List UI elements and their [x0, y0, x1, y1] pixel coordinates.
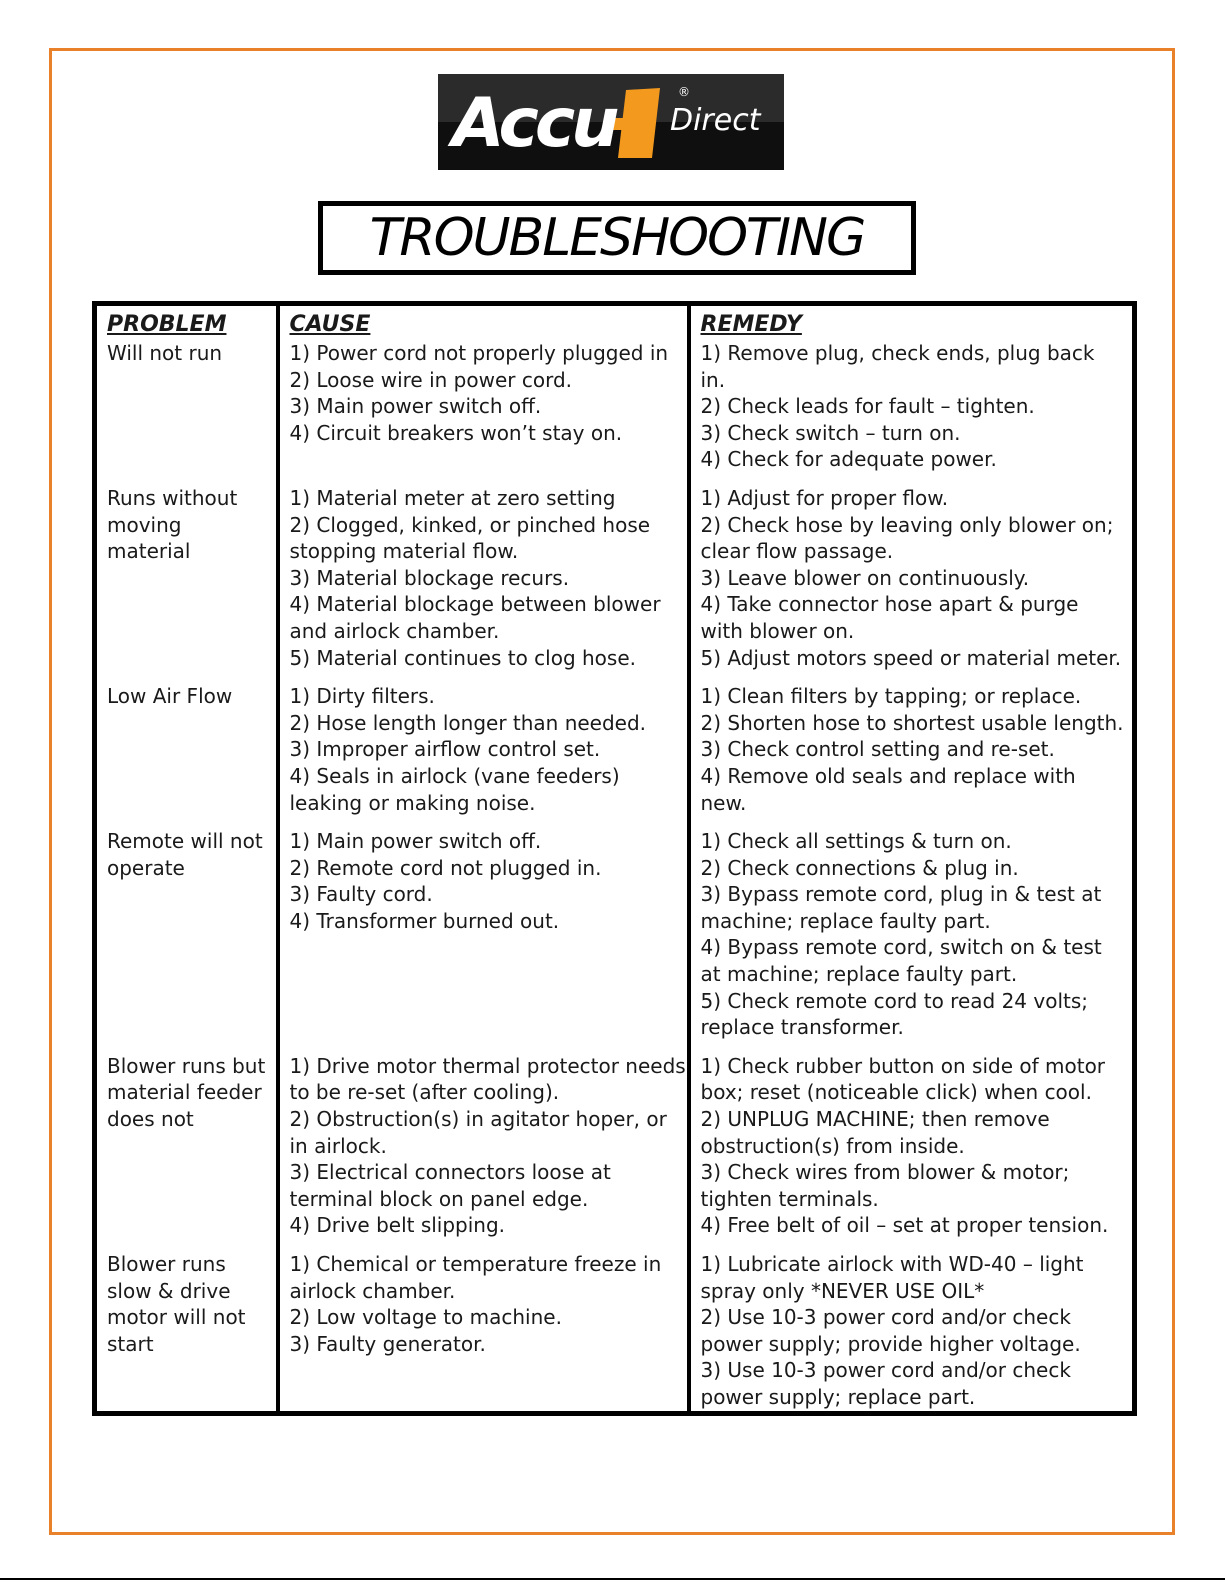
- cause-line: 2) Loose wire in power cord.: [289, 367, 573, 392]
- cause-line: 3) Faulty generator.: [289, 1331, 486, 1356]
- logo-secondary-text: Direct: [670, 103, 761, 138]
- remedy-line: 5) Check remote cord to read 24 volts;: [700, 988, 1088, 1013]
- cause-line: 3) Faulty cord.: [289, 882, 433, 907]
- title-box: [318, 201, 916, 275]
- problem-text: Runs without moving material: [107, 485, 238, 564]
- remedy-line: machine; replace faulty part.: [700, 908, 991, 933]
- problem-text: Remote will not operate: [107, 829, 263, 880]
- cause-line: leaking or making noise.: [289, 790, 536, 815]
- cause-cell: [278, 473, 689, 671]
- cause-line: 1) Material meter at zero setting: [289, 485, 616, 510]
- table-header-row: [95, 304, 1135, 473]
- remedy-line: spray only *NEVER USE OIL*: [700, 1278, 985, 1303]
- problem-text: Blower runs slow & drive motor will not start: [107, 1252, 246, 1356]
- problem-cell: [95, 473, 278, 671]
- remedy-line: 2) Use 10-3 power cord and/or check: [700, 1305, 1071, 1330]
- remedy-line: 3) Check switch – turn on.: [700, 420, 961, 445]
- remedy-line: clear flow passage.: [700, 539, 894, 564]
- remedy-line: in.: [700, 367, 726, 392]
- cause-cell: [278, 1041, 689, 1239]
- header-cell-remedy: [689, 304, 1135, 473]
- problem-cell: [95, 1041, 278, 1239]
- table-row: [95, 1041, 1135, 1239]
- table-row: [95, 816, 1135, 1041]
- cause-cell: [278, 671, 689, 816]
- logo-graphic: [438, 74, 784, 170]
- table-row: [95, 1239, 1135, 1413]
- cause-line: 3) Main power switch off.: [289, 394, 542, 419]
- table-row: [95, 473, 1135, 671]
- remedy-line: 2) UNPLUG MACHINE; then remove: [700, 1107, 1050, 1132]
- cause-cell: [278, 816, 689, 1041]
- header-cell-problem: [95, 304, 278, 473]
- remedy-line: 2) Check connections & plug in.: [700, 855, 1019, 880]
- cause-line: 4) Circuit breakers won’t stay on.: [289, 420, 623, 445]
- problem-cell: [95, 1239, 278, 1413]
- header-remedy: REMEDY: [700, 312, 802, 337]
- problem-text: Low Air Flow: [107, 684, 233, 709]
- problem-text: Blower runs but material feeder does not: [107, 1053, 266, 1132]
- remedy-line: 1) Remove plug, check ends, plug back: [700, 341, 1095, 365]
- remedy-line: 2) Check leads for fault – tighten.: [700, 394, 1035, 419]
- cause-line: 1) Chemical or temperature freeze in: [289, 1252, 662, 1276]
- remedy-cell: [689, 816, 1135, 1041]
- cause-line: 2) Clogged, kinked, or pinched hose: [289, 512, 651, 537]
- cause-line: 3) Electrical connectors loose at: [289, 1160, 611, 1185]
- problem-cell: [95, 671, 278, 816]
- cause-line: 1) Power cord not properly plugged in: [289, 341, 669, 365]
- remedy-line: 3) Check control setting and re-set.: [700, 737, 1055, 762]
- remedy-line: with blower on.: [700, 618, 855, 643]
- remedy-line: 4) Remove old seals and replace with: [700, 763, 1076, 788]
- remedy-line: 3) Bypass remote cord, plug in & test at: [700, 882, 1102, 907]
- remedy-line: power supply; provide higher voltage.: [700, 1331, 1081, 1356]
- cause-line: and airlock chamber.: [289, 618, 500, 643]
- registered-mark: ®: [678, 85, 690, 99]
- cause-line: 2) Remote cord not plugged in.: [289, 855, 602, 880]
- remedy-line: replace transformer.: [700, 1015, 904, 1040]
- remedy-line: 5) Adjust motors speed or material meter.: [700, 645, 1122, 670]
- cause-line: 4) Transformer burned out.: [289, 908, 560, 933]
- remedy-line: at machine; replace faulty part.: [700, 962, 1018, 987]
- remedy-line: 4) Check for adequate power.: [700, 447, 997, 472]
- remedy-line: 2) Shorten hose to shortest usable length.: [700, 710, 1124, 735]
- remedy-line: 1) Check all settings & turn on.: [700, 829, 1012, 854]
- cause-line: 1) Dirty filters.: [289, 684, 435, 709]
- cause-line: terminal block on panel edge.: [289, 1186, 589, 1211]
- logo-main-text: Accu: [452, 84, 616, 163]
- problem-text: Will not run: [107, 341, 223, 365]
- remedy-line: 1) Check rubber button on side of motor: [700, 1053, 1106, 1078]
- cause-line: 1) Main power switch off.: [289, 829, 542, 854]
- troubleshooting-table: [92, 301, 1137, 1416]
- cause-line: 2) Low voltage to machine.: [289, 1305, 562, 1330]
- page-title: TROUBLESHOOTING: [369, 208, 865, 268]
- cause-line: stopping material flow.: [289, 539, 519, 564]
- remedy-line: power supply; replace part.: [700, 1384, 976, 1409]
- cause-line: 4) Seals in airlock (vane feeders): [289, 763, 620, 788]
- cause-line: airlock chamber.: [289, 1278, 456, 1303]
- cause-line: 2) Obstruction(s) in agitator hoper, or: [289, 1107, 667, 1132]
- cause-line: to be re-set (after cooling).: [289, 1080, 560, 1105]
- remedy-cell: [689, 671, 1135, 816]
- remedy-line: 1) Clean filters by tapping; or replace.: [700, 684, 1082, 709]
- remedy-line: 4) Take connector hose apart & purge: [700, 592, 1079, 617]
- remedy-cell: [689, 1239, 1135, 1413]
- remedy-line: 3) Use 10-3 power cord and/or check: [700, 1358, 1071, 1383]
- accu1-direct-logo: [438, 74, 784, 170]
- cause-cell: [278, 1239, 689, 1413]
- problem-cell: [95, 816, 278, 1041]
- remedy-line: 4) Bypass remote cord, switch on & test: [700, 935, 1102, 960]
- cause-line: 2) Hose length longer than needed.: [289, 710, 647, 735]
- remedy-line: new.: [700, 790, 747, 815]
- header-cause: CAUSE: [289, 312, 371, 337]
- remedy-line: box; reset (noticeable click) when cool.: [700, 1080, 1092, 1105]
- remedy-line: 2) Check hose by leaving only blower on;: [700, 512, 1114, 537]
- remedy-line: 3) Leave blower on continuously.: [700, 565, 1030, 590]
- table-row: [95, 671, 1135, 816]
- remedy-cell: [689, 473, 1135, 671]
- cause-line: in airlock.: [289, 1133, 387, 1158]
- header-problem: PROBLEM: [107, 312, 227, 337]
- cause-line: 4) Drive belt slipping.: [289, 1213, 506, 1238]
- remedy-line: 1) Adjust for proper flow.: [700, 485, 949, 510]
- cause-line: 3) Material blockage recurs.: [289, 565, 570, 590]
- remedy-line: tighten terminals.: [700, 1186, 879, 1211]
- remedy-line: obstruction(s) from inside.: [700, 1133, 965, 1158]
- remedy-line: 1) Lubricate airlock with WD-40 – light: [700, 1252, 1084, 1276]
- cause-line: 1) Drive motor thermal protector needs: [289, 1053, 686, 1078]
- bottom-rule: [0, 1578, 1225, 1580]
- remedy-line: 4) Free belt of oil – set at proper tension.: [700, 1213, 1109, 1238]
- remedy-line: 3) Check wires from blower & motor;: [700, 1160, 1070, 1185]
- header-cell-cause: [278, 304, 689, 473]
- remedy-cell: [689, 1041, 1135, 1239]
- cause-line: 4) Material blockage between blower: [289, 592, 661, 617]
- cause-line: 5) Material continues to clog hose.: [289, 645, 637, 670]
- cause-line: 3) Improper airflow control set.: [289, 737, 601, 762]
